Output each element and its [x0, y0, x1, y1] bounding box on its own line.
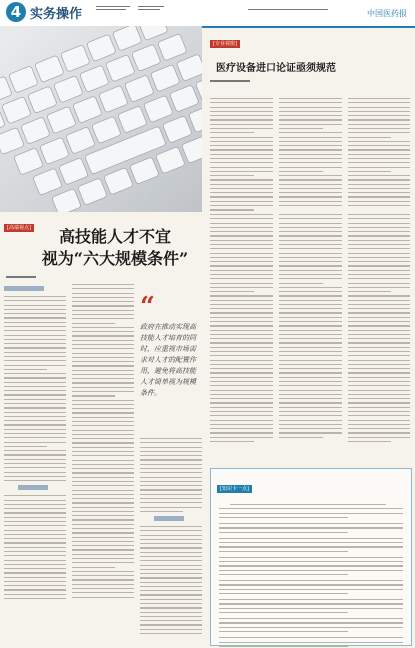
- left-article-tag: [高端视点]: [4, 224, 34, 232]
- newspaper-brand: 中国医药报: [367, 9, 407, 18]
- header-meta-contact: [248, 4, 328, 15]
- right-article-col-1: [210, 98, 273, 214]
- left-article-col-2: [72, 284, 134, 601]
- pull-quote: [140, 292, 200, 399]
- right-article: [210, 30, 410, 82]
- keyboard-illustration: [0, 26, 202, 212]
- pull-quote-text: 政府在推动实现高技能人才培育的同时，应重视市场需求对人才的配置作用，避免将高技能人才简单视为规模条件。: [140, 323, 196, 397]
- knowledge-box: [210, 468, 412, 646]
- knowledge-box-tag: [知识卡一点]: [217, 485, 252, 493]
- knowledge-box-body: [219, 504, 403, 647]
- header-meta-editor: [138, 4, 164, 12]
- left-article-title-line-2: 视为“六大规模条件”: [41, 249, 189, 268]
- left-article-title: [30, 226, 200, 270]
- quote-mark-icon: “: [140, 292, 155, 322]
- right-article-col-2: [279, 98, 342, 209]
- right-article-body-lower: [210, 214, 410, 445]
- left-article-col-3: [140, 438, 202, 637]
- subheading-2: [18, 485, 48, 490]
- keyboard-photo: [0, 26, 202, 212]
- left-article-title-line-1: 高技能人才不宜: [58, 227, 171, 246]
- subheading-3: [154, 516, 184, 521]
- right-article-title: 医疗设备进口论证亟须规范: [216, 63, 336, 74]
- right-article-col-3: [348, 98, 410, 209]
- subheading-1: [4, 286, 44, 291]
- left-article-byline: [6, 276, 36, 278]
- right-article-tag: [专业视窗]: [210, 40, 240, 48]
- right-article-byline: [210, 80, 250, 82]
- page-number-badge: 4: [6, 2, 26, 22]
- left-article-col-1: [4, 284, 66, 602]
- section-title: 实务操作: [30, 7, 83, 22]
- header-meta-left: [96, 4, 130, 12]
- page-header: [0, 0, 415, 28]
